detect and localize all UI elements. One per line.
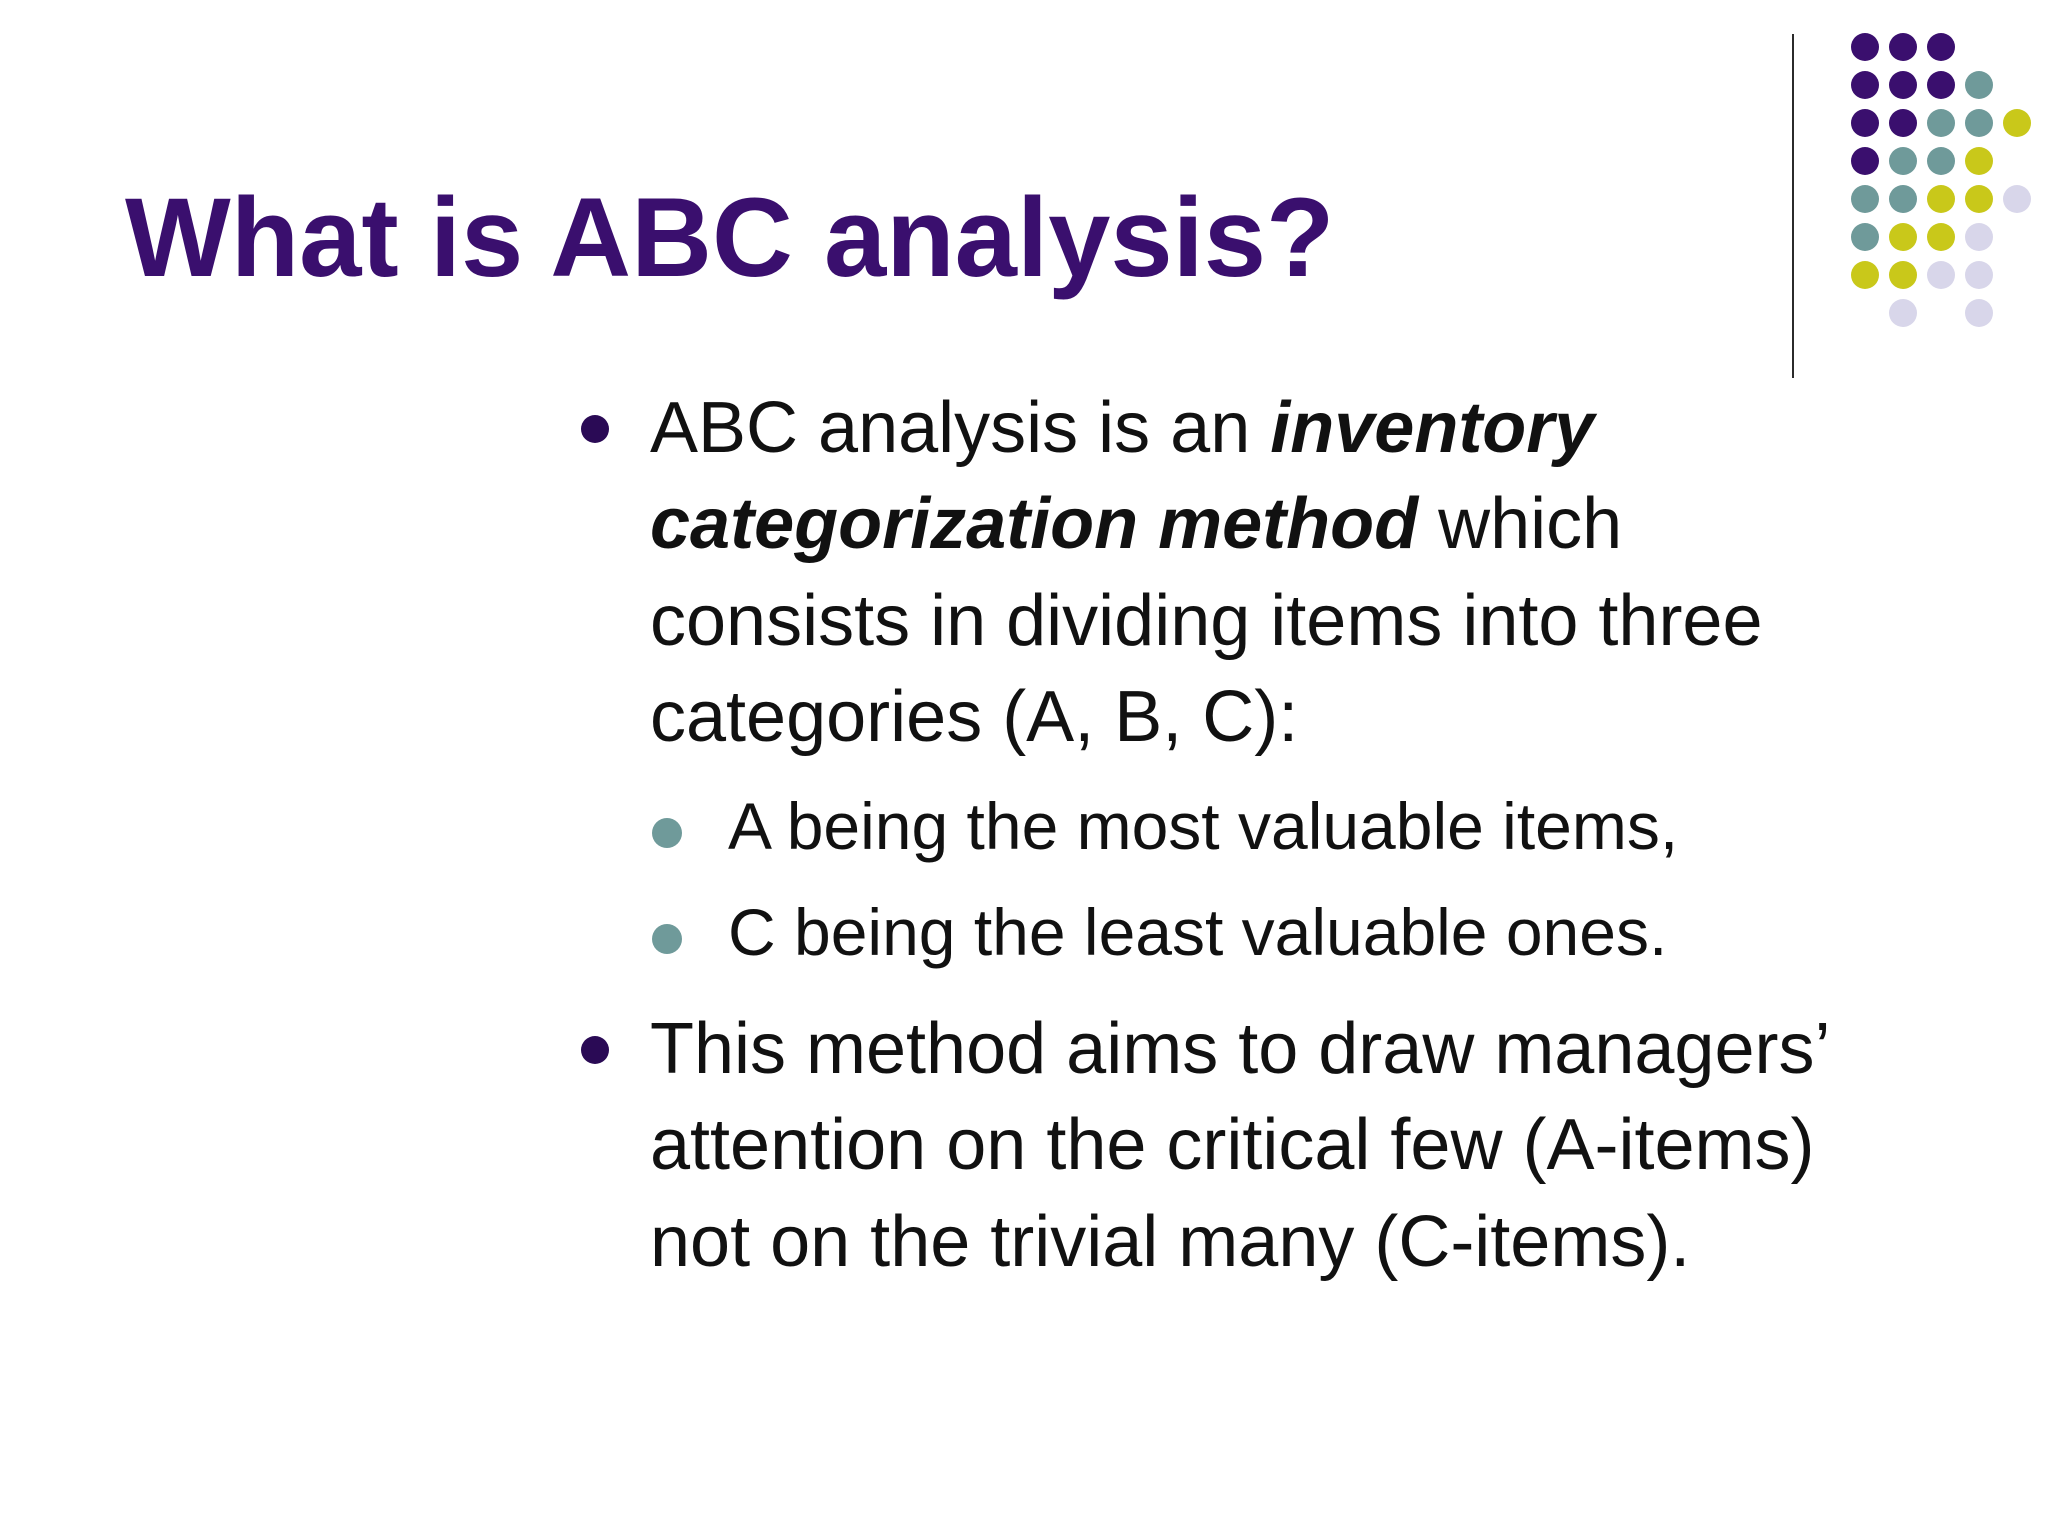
sub-bullet-1: A being the most valuable items, xyxy=(728,789,1679,863)
bullet-2-line-3: not on the trivial many (C-items). xyxy=(650,1202,1691,1282)
bullet-1-line-1 xyxy=(650,388,1595,468)
bullet-1-line-2 xyxy=(650,484,1623,564)
bullet-2-line-1: This method aims to draw managers’ xyxy=(650,1009,1831,1089)
bullet-1-line-3-text: consists in dividing items into three xyxy=(650,581,1763,661)
bullet-2-line-2: attention on the critical few (A-items) xyxy=(650,1105,1815,1185)
bullet-1-emphasis-1: inventory xyxy=(1270,388,1595,468)
sub-bullet-2: C being the least valuable ones. xyxy=(728,895,1668,969)
bullet-marker xyxy=(581,1036,609,1064)
slide-title: What is ABC analysis? xyxy=(125,175,1335,300)
sub-bullet-marker xyxy=(652,818,682,848)
bullet-1-line-4-text: categories (A, B, C): xyxy=(650,677,1299,757)
bullet-1-emphasis-2: categorization method xyxy=(650,484,1419,564)
sub-bullet-marker xyxy=(652,924,682,954)
bullet-1-line-3 xyxy=(650,581,1763,661)
bullet-1-line-2-text: which xyxy=(1418,484,1623,564)
bullet-1-line-1-text: ABC analysis is an xyxy=(650,388,1271,468)
bullet-1-line-4 xyxy=(650,677,1299,757)
bullet-marker xyxy=(581,415,609,443)
